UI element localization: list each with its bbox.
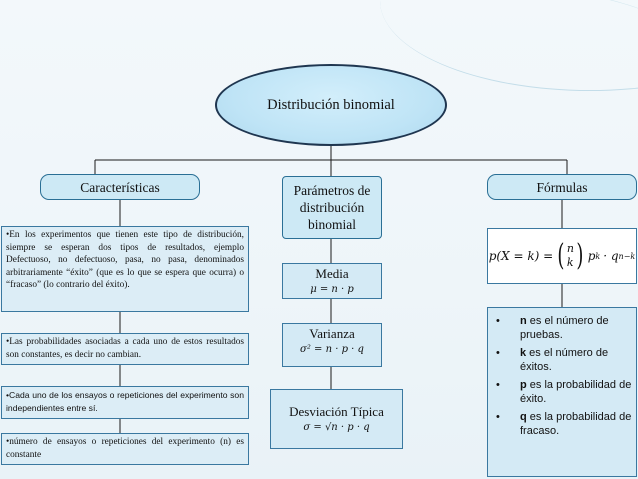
- list-item: [496, 314, 632, 342]
- bullet: •: [496, 379, 500, 391]
- caracteristica-text: •Cada uno de los ensayos o repeticiones del experimento son independientes entre sí.: [6, 390, 244, 413]
- parametro-varianza: [282, 323, 382, 367]
- desviacion-formula: σ = √n · p · q: [303, 422, 370, 433]
- header-formulas-label: Fórmulas: [536, 179, 588, 195]
- formula-nk-exp: n−k: [618, 251, 636, 261]
- caracteristica-box: [1, 226, 249, 312]
- varianza-formula: σ² = n · p · q: [300, 344, 364, 355]
- media-formula: μ = n · p: [310, 284, 354, 295]
- header-parametros-label: Parámetros de distribución binomial: [293, 183, 371, 232]
- caracteristica-text: •número de ensayos o repeticiones del experimento (n) es constante: [6, 437, 244, 460]
- note-text: es el número de éxitos.: [520, 347, 609, 373]
- note-text: es el número de pruebas.: [520, 315, 609, 341]
- header-parametros: [282, 176, 382, 239]
- header-formulas: [487, 174, 637, 200]
- note-var: n: [520, 315, 527, 327]
- formula-notes: [487, 307, 637, 477]
- formula-q: · q: [603, 249, 619, 263]
- media-label: Media: [315, 266, 349, 281]
- central-node: [215, 64, 447, 146]
- bullet: •: [496, 347, 500, 359]
- bullet: •: [496, 315, 500, 327]
- parametro-media: [282, 263, 382, 299]
- bullet: •: [496, 411, 500, 423]
- header-caracteristicas-label: Características: [80, 179, 160, 195]
- note-text: es la probabilidad de éxito.: [520, 379, 632, 405]
- central-title: Distribución binomial: [267, 96, 395, 113]
- note-var: p: [520, 379, 527, 391]
- binomial-coefficient: ( n k ): [557, 238, 584, 273]
- formula-k-exp: k: [595, 251, 601, 261]
- caracteristica-box: [1, 433, 249, 465]
- note-var: q: [520, 411, 527, 423]
- caracteristica-box: [1, 386, 249, 419]
- binom-bottom: k: [566, 256, 574, 269]
- desviacion-label: Desviación Típica: [289, 404, 384, 419]
- list-item: [496, 410, 632, 438]
- caracteristica-text: •En los experimentos que tienen este tipo de distribución, siempre se esperan dos tipos de resultados, ejemplo Defectuoso, no defectuoso, pasa, no pasa, denominados arbitrariamente “éxito” (que es lo que se espera que ocurra) o “fracaso” (lo contrario del éxito).: [6, 230, 244, 291]
- varianza-label: Varianza: [309, 326, 355, 341]
- note-text: es la probabilidad de fracaso.: [520, 411, 632, 437]
- formula-p: p: [587, 249, 596, 263]
- binomial-formula: [487, 228, 637, 284]
- parametro-desviacion: [270, 389, 403, 449]
- binom-top: n: [566, 242, 574, 255]
- list-item: [496, 346, 632, 374]
- formula-lhs: p(X = k) =: [488, 249, 554, 263]
- note-var: k: [520, 347, 527, 359]
- header-caracteristicas: [40, 174, 200, 200]
- caracteristica-text: •Las probabilidades asociadas a cada uno de estos resultados son constantes, es decir no cambian.: [6, 337, 244, 360]
- caracteristica-box: [1, 333, 249, 365]
- list-item: [496, 378, 632, 406]
